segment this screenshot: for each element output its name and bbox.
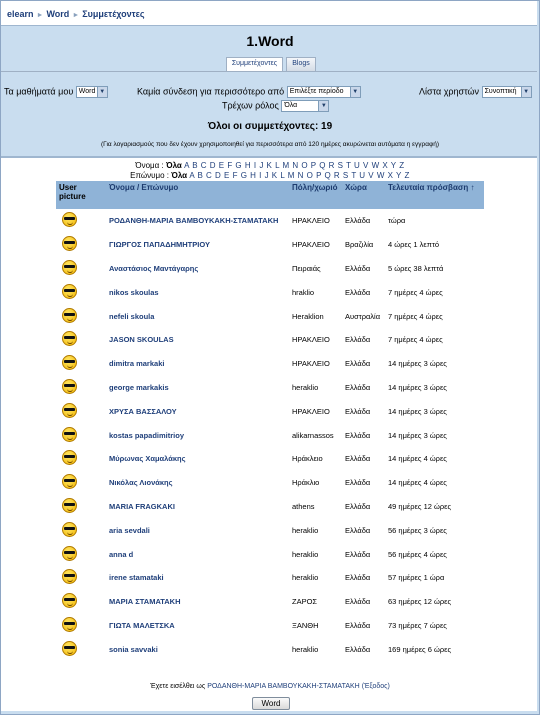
user-country: Ελλάδα — [345, 549, 371, 559]
user-name-link[interactable]: Νικόλας Λιονάκης — [109, 478, 173, 488]
avatar-smiley-icon — [62, 593, 77, 608]
tab-participants[interactable]: Συμμετέχοντες — [226, 57, 283, 72]
table-header-row — [56, 181, 484, 209]
my-courses-label: Τα μαθήματά μου — [4, 86, 74, 97]
user-city: hraklio — [292, 287, 315, 297]
col-city[interactable]: Πόλη/χωριό — [289, 181, 342, 209]
user-last-access: 7 ημέρες 4 ώρες — [388, 287, 443, 297]
avatar-smiley-icon — [62, 546, 77, 561]
chevron-down-icon: ▼ — [318, 101, 328, 111]
table-row — [56, 399, 484, 423]
user-name-link[interactable]: MARIA FRAGKAKI — [109, 501, 175, 511]
chevron-down-icon: ▼ — [350, 87, 360, 97]
firstname-filter-letters[interactable]: A B C D E F G H I J K L M N O P Q R S T U V W X Y Z — [184, 161, 405, 170]
user-country: Ελλάδα — [345, 525, 371, 535]
user-name-link[interactable]: irene stamataki — [109, 573, 164, 583]
table-row — [56, 518, 484, 542]
user-city: heraklio — [292, 525, 319, 535]
user-last-access: 4 ώρες 1 λεπτό — [388, 240, 440, 250]
user-last-access: 56 ημέρες 4 ώρες — [388, 549, 447, 559]
user-country: Ελλάδα — [345, 263, 371, 273]
user-picture[interactable] — [56, 566, 106, 590]
user-city: heraklio — [292, 382, 319, 392]
user-country: Ελλάδα — [345, 287, 371, 297]
user-name-link[interactable]: nefeli skoula — [109, 311, 155, 321]
col-user-picture: User picture — [56, 181, 106, 209]
user-country: Ελλάδα — [345, 597, 371, 607]
login-info-prefix: Έχετε εισέλθει ως — [150, 683, 206, 690]
user-city: Ηράκλιο — [292, 478, 320, 488]
table-row — [56, 328, 484, 352]
table-row — [56, 495, 484, 519]
user-picture[interactable] — [56, 280, 106, 304]
user-picture[interactable] — [56, 257, 106, 281]
user-city: ΞΑΝΘΗ — [292, 620, 319, 630]
user-picture[interactable] — [56, 637, 106, 661]
user-city: alikarnassos — [292, 430, 334, 440]
table-row — [56, 352, 484, 376]
user-last-access: 73 ημέρες 7 ώρες — [388, 620, 447, 630]
user-last-access: 14 ημέρες 3 ώρες — [388, 430, 447, 440]
user-country: Ελλάδα — [345, 430, 371, 440]
user-picture[interactable] — [56, 614, 106, 638]
my-courses-control — [4, 86, 108, 98]
user-name-link[interactable]: aria sevdali — [109, 525, 150, 535]
user-city: athens — [292, 501, 315, 511]
inactivity-note: (Για λογαριασμούς που δεν έχουν χρησιμοποιηθεί για περισσότερα από 120 ημέρες ακυρώνεται αυτόματα η εγγραφή) — [100, 141, 440, 148]
avatar-smiley-icon — [62, 236, 77, 251]
user-city: ΖΑΡΟΣ — [292, 597, 318, 607]
my-courses-select[interactable]: Word ▼ — [76, 86, 108, 98]
role-select[interactable]: Όλα ▼ — [281, 100, 329, 112]
table-row — [56, 233, 484, 257]
user-picture[interactable] — [56, 423, 106, 447]
login-info — [0, 683, 540, 690]
user-picture[interactable] — [56, 447, 106, 471]
firstname-initials-filter — [0, 161, 540, 170]
lastname-filter-letters[interactable]: A B C D E F G H I J K L M N O P Q R S T U V W X Y Z — [189, 171, 410, 180]
table-row — [56, 423, 484, 447]
table-row — [56, 304, 484, 328]
all-participants-heading: Όλοι οι συμμετέχοντες: 19 — [207, 121, 333, 132]
avatar-smiley-icon — [62, 260, 77, 275]
user-list-label: Λίστα χρηστών — [419, 86, 480, 97]
avatar-smiley-icon — [62, 331, 77, 346]
avatar-smiley-icon — [62, 450, 77, 465]
user-country: Βραζιλία — [345, 240, 374, 250]
table-row — [56, 637, 484, 661]
user-name-link[interactable]: ΜΑΡΙΑ ΣΤΑΜΑΤΑΚΗ — [109, 597, 181, 607]
avatar-smiley-icon — [62, 641, 77, 656]
user-last-access: 14 ημέρες 3 ώρες — [388, 406, 447, 416]
role-label: Τρέχων ρόλος — [222, 100, 279, 111]
user-name-link[interactable]: ΓΙΩΤΑ ΜΑΛΕΤΣΚΑ — [109, 620, 175, 630]
user-country: Ελλάδα — [345, 454, 371, 464]
user-name-link[interactable]: anna d — [109, 549, 134, 559]
table-row — [56, 566, 484, 590]
participants-table — [56, 181, 484, 661]
role-control — [222, 100, 329, 112]
user-country: Αυστραλία — [345, 311, 381, 321]
table-row — [56, 376, 484, 400]
table-row — [56, 447, 484, 471]
tab-blogs[interactable]: Blogs — [286, 57, 316, 71]
user-picture[interactable] — [56, 209, 106, 233]
user-picture[interactable] — [56, 495, 106, 519]
table-row — [56, 280, 484, 304]
table-row — [56, 209, 484, 233]
user-name-link[interactable]: JASON SKOULAS — [109, 335, 174, 345]
course-home-button[interactable]: Word — [252, 697, 290, 710]
user-name-link[interactable]: ΓΙΩΡΓΟΣ ΠΑΠΑΔΗΜΗΤΡΙΟΥ — [109, 240, 210, 250]
table-row — [56, 542, 484, 566]
user-name-link[interactable]: sonia savvaki — [109, 644, 158, 654]
user-name-link[interactable]: Μύρωνας Χαμαλάκης — [109, 454, 186, 464]
chevron-down-icon: ▼ — [521, 87, 531, 97]
avatar-smiley-icon — [62, 498, 77, 513]
user-picture[interactable] — [56, 590, 106, 614]
page-title: 1.Word — [246, 33, 294, 49]
avatar-smiley-icon — [62, 522, 77, 537]
breadcrumb-home-link[interactable]: elearn — [7, 9, 34, 19]
user-country: Ελλάδα — [345, 620, 371, 630]
user-city: heraklio — [292, 549, 319, 559]
user-city: heraklio — [292, 573, 319, 583]
table-row — [56, 614, 484, 638]
user-picture[interactable] — [56, 352, 106, 376]
breadcrumb-separator-icon: ► — [36, 12, 44, 19]
user-picture[interactable] — [56, 399, 106, 423]
user-picture[interactable] — [56, 542, 106, 566]
user-name-link[interactable]: kostas papadimitrioy — [109, 430, 185, 440]
user-city: Ηράκλειο — [292, 454, 323, 464]
avatar-smiley-icon — [62, 403, 77, 418]
logged-in-user-link[interactable]: ΡΟΔΑΝΘΗ-ΜΑΡΙΑ ΒΑΜΒΟΥΚΑΚΗ-ΣΤΑΜΑΤΑΚΗ — [207, 683, 360, 690]
user-last-access: 7 ημέρες 4 ώρες — [388, 311, 443, 321]
firstname-filter-label: Όνομα : — [135, 161, 164, 170]
avatar-smiley-icon — [62, 569, 77, 584]
user-name-link[interactable]: george markakis — [109, 382, 169, 392]
firstname-filter-all[interactable]: Όλα — [165, 161, 182, 170]
chevron-down-icon: ▼ — [97, 87, 107, 97]
breadcrumb-current: Συμμετέχοντες — [82, 9, 145, 19]
user-picture[interactable] — [56, 233, 106, 257]
logout-link[interactable]: (Έξοδος) — [361, 683, 390, 690]
user-city: heraklio — [292, 644, 319, 654]
user-list-control — [419, 86, 532, 98]
user-last-access: 14 ημέρες 4 ώρες — [388, 454, 447, 464]
user-country: Ελλάδα — [345, 406, 371, 416]
user-country: Ελλάδα — [345, 382, 371, 392]
user-last-access: τώρα — [388, 216, 406, 226]
user-picture[interactable] — [56, 304, 106, 328]
inactive-control — [137, 86, 361, 98]
user-name-link[interactable]: nikos skoulas — [109, 287, 159, 297]
breadcrumb — [1, 1, 537, 26]
user-country: Ελλάδα — [345, 501, 371, 511]
avatar-smiley-icon — [62, 212, 77, 227]
user-country: Ελλάδα — [345, 573, 371, 583]
user-last-access: 14 ημέρες 3 ώρες — [388, 382, 447, 392]
user-last-access: 63 ημέρες 12 ώρες — [388, 597, 452, 607]
avatar-smiley-icon — [62, 427, 77, 442]
user-last-access: 5 ώρες 38 λεπτά — [388, 263, 444, 273]
table-row — [56, 257, 484, 281]
lastname-filter-all[interactable]: Όλα — [171, 171, 188, 180]
user-city: ΗΡΑΚΛΕΙΟ — [292, 335, 330, 345]
avatar-smiley-icon — [62, 355, 77, 370]
inactive-label: Καμία σύνδεση για περισσότερο από — [137, 86, 285, 97]
user-country: Ελλάδα — [345, 644, 371, 654]
col-country[interactable]: Χώρα — [342, 181, 385, 209]
user-last-access: 56 ημέρες 3 ώρες — [388, 525, 447, 535]
col-name[interactable]: Όνομα / Επώνυμο — [106, 181, 289, 209]
breadcrumb-separator-icon: ► — [72, 12, 80, 19]
user-last-access: 169 ημέρες 6 ώρες — [388, 644, 452, 654]
user-last-access: 57 ημέρες 1 ώρα — [388, 573, 445, 583]
user-city: Πειραιάς — [292, 263, 321, 273]
table-row — [56, 590, 484, 614]
user-last-access: 7 ημέρες 4 ώρες — [388, 335, 443, 345]
user-last-access: 14 ημέρες 4 ώρες — [388, 478, 447, 488]
user-city: Heraklion — [292, 311, 324, 321]
user-picture[interactable] — [56, 518, 106, 542]
user-country: Ελλάδα — [345, 359, 371, 369]
col-last-access[interactable]: Τελευταία πρόσβαση ↑ — [385, 181, 484, 209]
lastname-initials-filter — [0, 171, 540, 180]
lastname-filter-label: Επώνυμο : — [130, 171, 169, 180]
tab-divider — [1, 71, 537, 72]
user-country: Ελλάδα — [345, 478, 371, 488]
user-picture[interactable] — [56, 471, 106, 495]
user-city: ΗΡΑΚΛΕΙΟ — [292, 359, 330, 369]
user-country: Ελλάδα — [345, 335, 371, 345]
avatar-smiley-icon — [62, 308, 77, 323]
user-city: ΗΡΑΚΛΕΙΟ — [292, 406, 330, 416]
user-name-link[interactable]: ΧΡΥΣΑ ΒΑΣΣΑΛΟΥ — [109, 406, 177, 416]
avatar-smiley-icon — [62, 379, 77, 394]
user-last-access: 49 ημέρες 12 ώρες — [388, 501, 452, 511]
breadcrumb-course-link[interactable]: Word — [46, 9, 70, 19]
user-picture[interactable] — [56, 376, 106, 400]
user-name-link[interactable]: Αναστάσιος Μαντάγαρης — [109, 263, 199, 273]
inactive-period-select[interactable]: Επιλέξτε περίοδο ▼ — [287, 86, 361, 98]
user-picture[interactable] — [56, 328, 106, 352]
table-row — [56, 471, 484, 495]
avatar-smiley-icon — [62, 474, 77, 489]
user-name-link[interactable]: dimitra markaki — [109, 359, 165, 369]
avatar-smiley-icon — [62, 284, 77, 299]
avatar-smiley-icon — [62, 617, 77, 632]
user-city: ΗΡΑΚΛΕΙΟ — [292, 216, 330, 226]
user-last-access: 14 ημέρες 3 ώρες — [388, 359, 447, 369]
user-country: Ελλάδα — [345, 216, 371, 226]
user-list-select[interactable]: Συνοπτική ▼ — [482, 86, 532, 98]
user-city: ΗΡΑΚΛΕΙΟ — [292, 240, 330, 250]
user-name-link[interactable]: ΡΟΔΑΝΘΗ-ΜΑΡΙΑ ΒΑΜΒΟΥΚΑΚΗ-ΣΤΑΜΑΤΑΚΗ — [109, 216, 279, 226]
